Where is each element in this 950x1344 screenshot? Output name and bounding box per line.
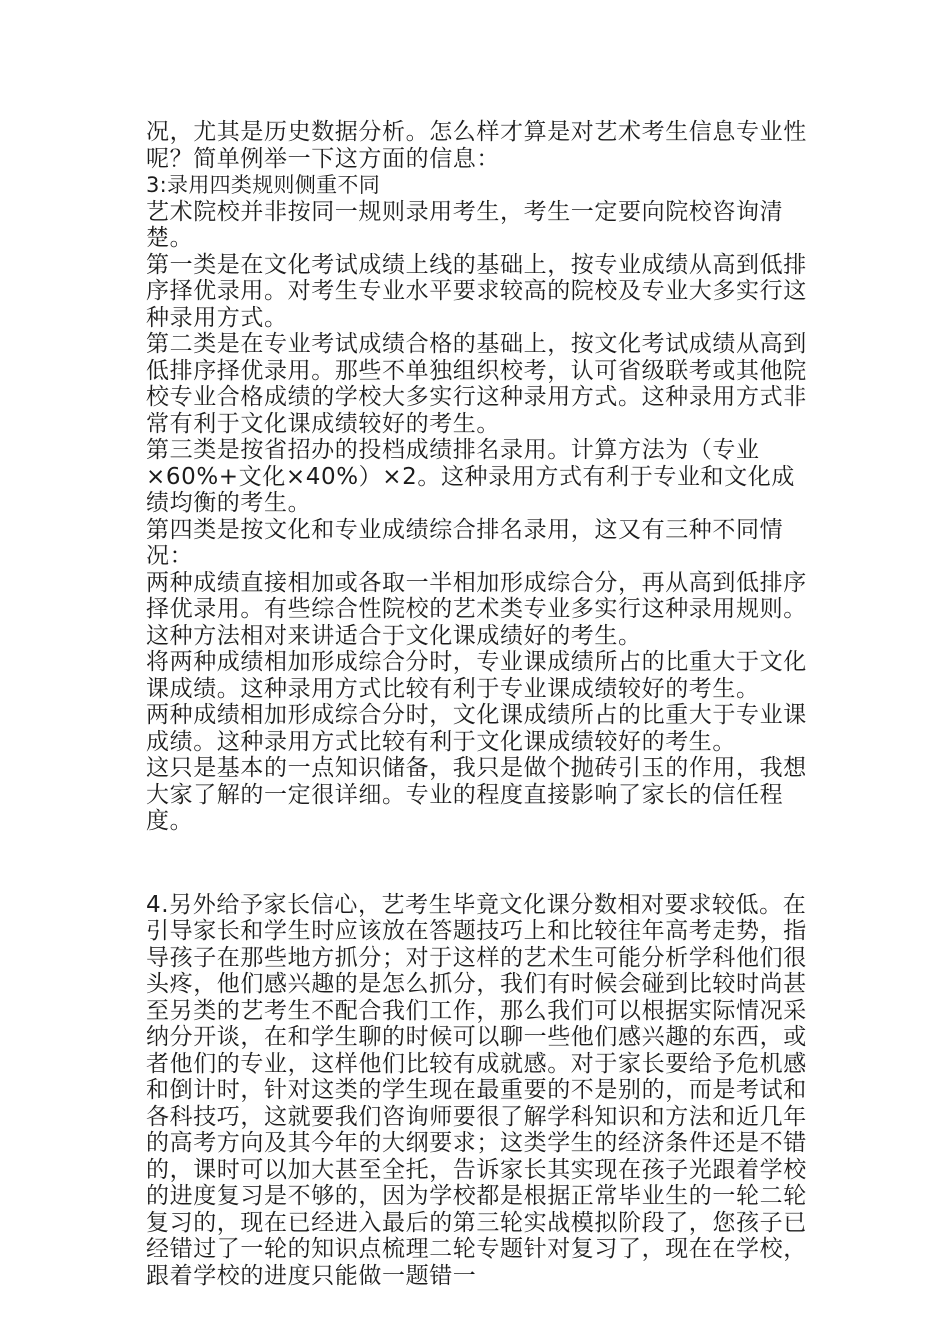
- paragraph-type-three: 第三类是按省招办的投档成绩排名录用。计算方法为（专业×60%+文化×40%）×2。这种录用方式有利于专业和文化成绩均衡的考生。: [146, 437, 795, 516]
- paragraph-type-four: 第四类是按文化和专业成绩综合排名录用，这又有三种不同情况：: [146, 516, 784, 569]
- section-spacer: [146, 835, 818, 892]
- paragraph-type-two: 第二类是在专业考试成绩合格的基础上，按文化考试成绩从高到低排序择优录用。那些不单独组织校考，认可省级联考或其他院校专业合格成绩的学校大多实行这种录用方式。这种录用方式非常有利于文化课成绩较好的考生。: [146, 331, 807, 437]
- paragraph-section-4: 4.另外给予家长信心，艺考生毕竟文化课分数相对要求较低。在引导家长和学生时应该放在答题技巧上和比较往年高考走势，指导孩子在那些地方抓分；对于这样的艺术生可能分析学科他们很头疼，他们感兴趣的是怎么抓分，我们有时候会碰到比较时尚甚至另类的艺考生不配合我们工作，那么我们可以根据实际情况采纳分开谈，在和学生聊的时候可以聊一些他们感兴趣的东西，或者他们的专业，这样他们比较有成就感。对于家长要给予危机感和倒计时，针对这类的学生现在最重要的不是别的，而是考试和各科技巧，这就要我们咨询师要很了解学科知识和方法和近几年的高考方向及其今年的大纲要求；这类学生的经济条件还是不错的，课时可以加大甚至全托，告诉家长其实现在孩子光跟着学校的进度复习是不够的，因为学校都是根据正常毕业生的一轮二轮复习的，现在已经进入最后的第三轮实战模拟阶段了，您孩子已经错过了一轮的知识点梳理二轮专题针对复习了，现在在学校，跟着学校的进度只能做一题错一: [146, 891, 807, 1289]
- paragraph-consult-colleges: 艺术院校并非按同一规则录用考生，考生一定要向院校咨询清楚。: [146, 198, 784, 251]
- paragraph-type-four-option-2: 将两种成绩相加形成综合分时，专业课成绩所占的比重大于文化课成绩。这种录用方式比较有利于专业课成绩较好的考生。: [146, 649, 807, 702]
- section-3-heading: 3:录用四类规则侧重不同: [146, 173, 381, 197]
- paragraph-type-four-option-1: 两种成绩直接相加或各取一半相加形成综合分，再从高到低排序择优录用。有些综合性院校的艺术类专业多实行这种录用规则。这种方法相对来讲适合于文化课成绩好的考生。: [146, 569, 807, 649]
- paragraph-type-four-option-3: 两种成绩相加形成综合分时，文化课成绩所占的比重大于专业课成绩。这种录用方式比较有利于文化课成绩较好的考生。: [146, 702, 807, 755]
- paragraph-type-one: 第一类是在文化考试成绩上线的基础上，按专业成绩从高到低排序择优录用。对考生专业水平要求较高的院校及专业大多实行这种录用方式。: [146, 251, 807, 331]
- paragraph-intro-continuation: 况，尤其是历史数据分析。怎么样才算是对艺术考生信息专业性呢？简单例举一下这方面的信息：: [146, 119, 807, 172]
- paragraph-summary: 这只是基本的一点知识储备，我只是做个抛砖引玉的作用，我想大家了解的一定很详细。专业的程度直接影响了家长的信任程度。: [146, 755, 807, 834]
- document-body: [146, 119, 818, 1289]
